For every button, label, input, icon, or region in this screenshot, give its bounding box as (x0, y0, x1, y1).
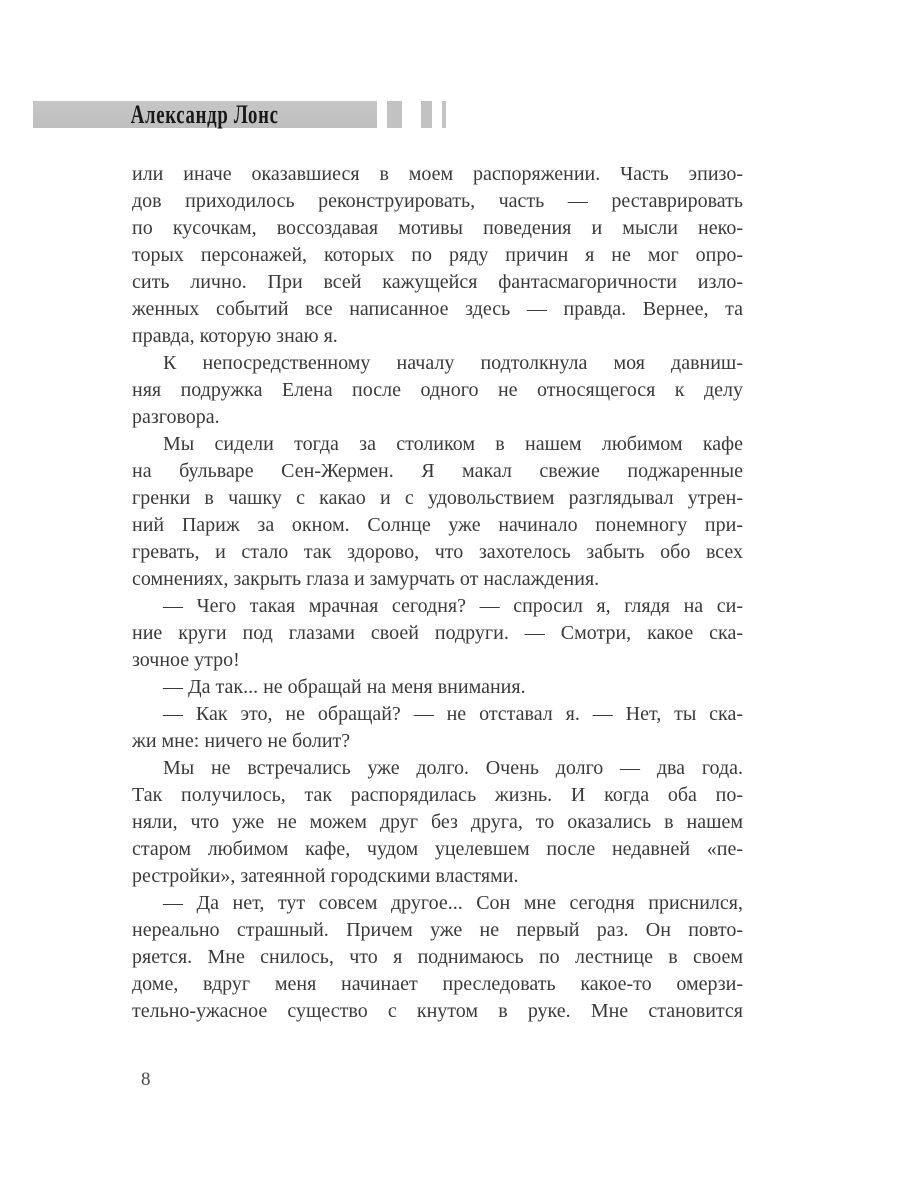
text-line: Мы сидели тогда за столиком в нашем любимом кафе (163, 433, 743, 455)
text-line: нереально страшный. Причем уже не первый раз. Он повто- (132, 919, 743, 941)
text-line: разговора. (132, 406, 220, 428)
page-number: 8 (141, 1069, 151, 1090)
text-line: правда, которую знаю я. (132, 325, 338, 347)
text-line: — Как это, не обращай? — не отставал я. — Нет, ты ска- (163, 703, 743, 725)
text-line: по кусочкам, воссоздавая мотивы поведения и мысли неко- (132, 217, 743, 239)
text-line: доме, вдруг меня начинает преследовать какое-то омерзи- (132, 973, 743, 995)
text-line: дов приходилось реконструировать, часть — реставрировать (132, 190, 743, 212)
decor-bar-medium (421, 101, 432, 128)
text-line: тельно-ужасное существо с кнутом в руке. Мне становится (132, 1000, 743, 1022)
text-line: гренки в чашку с какао и с удовольствием разглядывал утрен- (132, 487, 743, 509)
text-line: — Да так... не обращай на меня внимания. (163, 676, 526, 698)
text-line: Так получилось, так распорядилась жизнь. И когда оба по- (132, 784, 743, 806)
text-line: — Чего такая мрачная сегодня? — спросил я, глядя на си- (163, 595, 743, 617)
text-line: Мы не встречались уже долго. Очень долго — два года. (163, 757, 743, 779)
text-line: — Да нет, тут совсем другое... Сон мне сегодня приснился, (163, 892, 743, 914)
text-line: зочное утро! (132, 649, 240, 671)
text-line: на бульваре Сен-Жермен. Я макал свежие поджаренные (132, 460, 743, 482)
running-head-bar (33, 101, 377, 128)
text-line: рестройки», затеянной городскими властями. (132, 865, 519, 887)
decor-bar-wide (387, 101, 402, 128)
text-line: или иначе оказавшиеся в моем распоряжении. Часть эпизо- (132, 163, 743, 185)
author-name: Александр Лонс (131, 99, 279, 129)
text-line: гревать, и стало так здорово, что захотелось забыть обо всех (132, 541, 743, 563)
text-line: ряется. Мне снилось, что я поднимаюсь по лестнице в своем (132, 946, 743, 968)
decor-bar-thin (442, 101, 446, 128)
text-line: няли, что уже не можем друг без друга, то оказались в нашем (132, 811, 743, 833)
text-line: женных событий все написанное здесь — правда. Вернее, та (132, 298, 743, 320)
text-line: сомнениях, закрыть глаза и замурчать от наслаждения. (132, 568, 600, 590)
body-text (132, 161, 743, 1025)
text-line: няя подружка Елена после одного не относящегося к делу (132, 379, 743, 401)
text-line: жи мне: ничего не болит? (132, 730, 351, 752)
text-line: ний Париж за окном. Солнце уже начинало понемногу при- (132, 514, 743, 536)
text-line: ние круги под глазами своей подруги. — Смотри, какое ска- (132, 622, 743, 644)
text-line: торых персонажей, которых по ряду причин я не мог опро- (132, 244, 743, 266)
text-line: сить лично. При всей кажущейся фантасмагоричности изло- (132, 271, 743, 293)
text-line: К непосредственному началу подтолкнула моя давниш- (163, 352, 743, 374)
text-line: старом любимом кафе, чудом уцелевшем после недавней «пе- (132, 838, 743, 860)
